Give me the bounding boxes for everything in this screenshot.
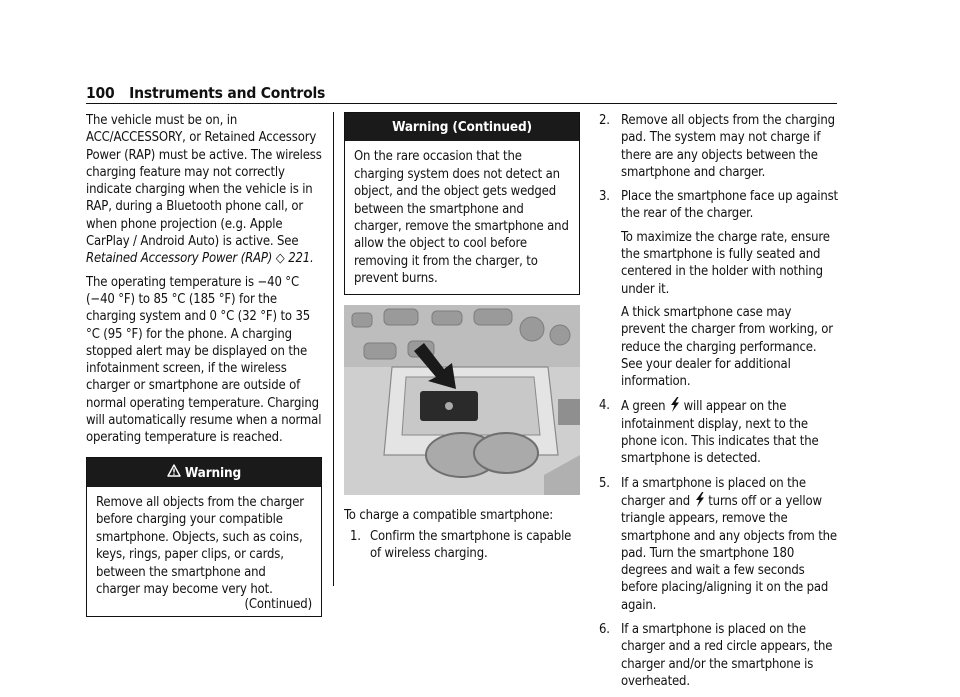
column-2 [344, 112, 580, 569]
page-number: 100 [86, 84, 115, 102]
paragraph-vehicle-state: The vehicle must be on, in ACC/ACCESSORY, or Retained Accessory Power (RAP) must be active. The wireless charging feature may not correctly indicate charging when the vehicle is in RAP, during a Bluetooth phone call, or when phone projection (e.g. Apple CarPlay / Android Auto) is active. See Retained Accessory Power (RAP) ◇ 221. [86, 113, 322, 267]
step-number: 2. [599, 113, 610, 128]
step-1 [344, 528, 580, 563]
step-2 [599, 112, 839, 181]
warning-continued-body: On the rare occasion that the charging system does not detect an object, and the object gets wedged between the smartphone and charger, remove the smartphone and allow the object to cool before removing it from the charger, to prevent burns. [354, 149, 569, 287]
column-divider [333, 112, 334, 586]
steps-list [599, 112, 839, 690]
warning-header [87, 458, 321, 487]
charge-intro: To charge a compatible smartphone: [344, 507, 554, 523]
step-text: If a smartphone is placed on the charger and a red circle appears, the charger and/or the smartphone is overheated. [621, 622, 833, 689]
warning-box [86, 457, 322, 617]
step-number: 3. [599, 189, 610, 205]
step-text: Confirm the smartphone is capable of wireless charging. [370, 528, 572, 562]
step-5: 5. If a smartphone is placed on the charger and turns off or a yellow triangle appears, remove the smartphone and any objects from the pad. Turn the smartphone 180 degrees and wait a few seconds before placing/aligning it on the pad again. [599, 475, 837, 613]
step-4: 4. A green will appear on the infotainment display, next to the phone icon. This indicates that the smartphone is detected. [599, 398, 819, 467]
steps-list-start [344, 528, 580, 563]
step-text: Place the smartphone face up against the rear of the charger. [621, 189, 838, 222]
step-number: 4. [599, 398, 610, 414]
column-1 [86, 112, 322, 617]
page-header [86, 84, 325, 102]
paragraph-temperature: The operating temperature is −40 °C (−40 °F) to 85 °C (185 °F) for the charging system and 0 °C (32 °F) to 35 °C (95 °F) for the phone. A charging stopped alert may be displayed on the infotainment screen, if the wireless charger or smartphone are outside of normal operating temperature. Charging will automatically resume when a normal operating temperature is reached. [86, 274, 322, 446]
warning-body: Remove all objects from the charger before charging your compatible smartphone. Objects, such as coins, keys, rings, paper clips, or cards, between the smartphone and charger may become very hot. [96, 494, 304, 597]
warning-continued-box [344, 112, 580, 295]
lightning-bolt-icon [669, 397, 680, 412]
lightning-bolt-icon [694, 492, 705, 507]
step-6 [599, 621, 839, 690]
continued-label: (Continued) [244, 597, 312, 613]
step-number: 1. [350, 528, 361, 544]
header-rule [86, 103, 837, 104]
step-3-note-1: To maximize the charge rate, ensure the smartphone is fully seated and centered in the holder with nothing under it. [621, 229, 830, 297]
step-3 [599, 188, 839, 390]
page-reference[interactable]: ◇ 221. [275, 251, 314, 267]
warning-continued-header: Warning (Continued) [345, 113, 579, 141]
warning-title: Warning [184, 464, 242, 481]
rap-link[interactable]: Retained Accessory Power (RAP) [86, 251, 273, 267]
step-number: 6. [599, 622, 610, 638]
column-3 [599, 112, 839, 697]
warning-triangle-icon [167, 464, 181, 482]
step-number: 5. [599, 475, 610, 491]
charger-photo [344, 305, 580, 495]
step-text: Remove all objects from the charging pad. The system may not charge if there are any objects between the smartphone and charger. [621, 113, 835, 180]
step-3-note-2: A thick smartphone case may prevent the charger from working, or reduce the charging performance. See your dealer for additional information. [621, 304, 833, 390]
section-title: Instruments and Controls [129, 84, 326, 102]
